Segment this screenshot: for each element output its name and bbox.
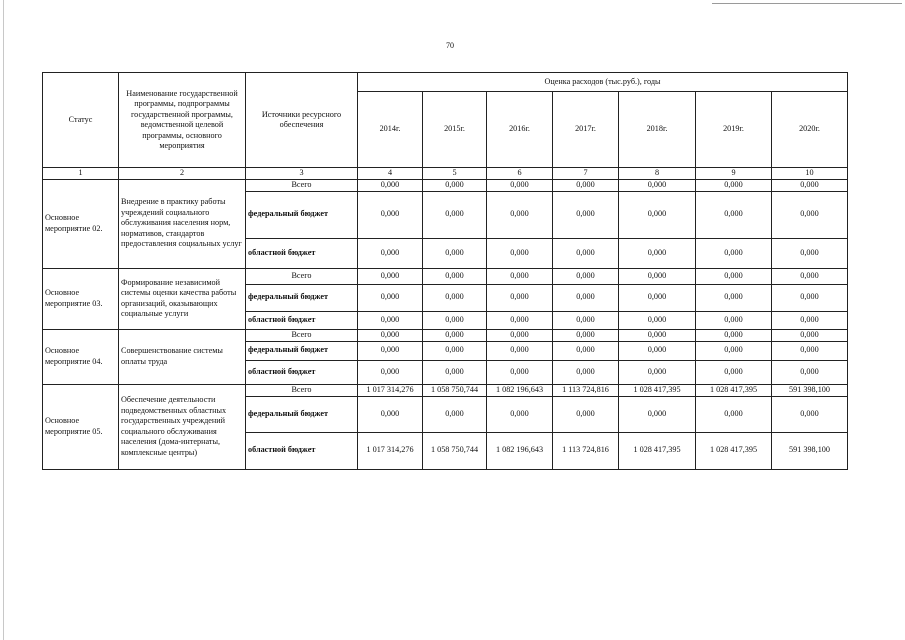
expense-value: 0,000	[358, 268, 423, 284]
column-number: 1	[43, 168, 119, 180]
expense-value: 0,000	[423, 284, 487, 311]
table-row	[43, 179, 848, 191]
funding-source: областной бюджет	[246, 238, 358, 268]
expense-value: 1 082 196,643	[487, 384, 553, 396]
page-number: 70	[446, 41, 454, 50]
expense-value: 0,000	[358, 329, 423, 341]
column-number: 2	[119, 168, 246, 180]
expense-value: 0,000	[553, 311, 619, 329]
expense-value: 0,000	[619, 179, 696, 191]
expense-value: 1 028 417,395	[619, 432, 696, 469]
scan-edge-line	[712, 3, 902, 4]
header-year: 2014г.	[358, 92, 423, 168]
column-number: 8	[619, 168, 696, 180]
expense-value: 0,000	[423, 191, 487, 238]
expense-value: 591 398,100	[772, 432, 848, 469]
expense-value: 0,000	[696, 179, 772, 191]
expense-value: 0,000	[772, 341, 848, 360]
event-name: Совершенствование системы оплаты труда	[119, 329, 246, 384]
expense-value: 0,000	[487, 311, 553, 329]
expense-value: 0,000	[619, 284, 696, 311]
expense-value: 0,000	[358, 396, 423, 432]
expense-value: 0,000	[619, 341, 696, 360]
event-name: Формирование независимой системы оценки качества работы организаций, оказывающих социальные услуги	[119, 268, 246, 329]
column-number-row	[43, 168, 848, 180]
expense-value: 0,000	[619, 396, 696, 432]
funding-source: федеральный бюджет	[246, 191, 358, 238]
expense-value: 0,000	[696, 329, 772, 341]
expense-value: 0,000	[553, 396, 619, 432]
expense-value: 0,000	[358, 284, 423, 311]
funding-source: Всего	[246, 384, 358, 396]
expense-value: 0,000	[772, 284, 848, 311]
expense-value: 1 058 750,744	[423, 384, 487, 396]
event-status: Основное мероприятие 02.	[43, 179, 119, 268]
expense-value: 0,000	[358, 311, 423, 329]
expense-value: 0,000	[487, 179, 553, 191]
expense-value: 0,000	[358, 238, 423, 268]
expense-value: 1 058 750,744	[423, 432, 487, 469]
expense-value: 1 113 724,816	[553, 384, 619, 396]
expense-value: 0,000	[358, 341, 423, 360]
funding-source: областной бюджет	[246, 311, 358, 329]
column-number: 4	[358, 168, 423, 180]
expense-value: 0,000	[553, 360, 619, 384]
expense-value: 0,000	[619, 360, 696, 384]
expense-value: 0,000	[696, 360, 772, 384]
expense-value: 0,000	[487, 396, 553, 432]
expense-value: 0,000	[772, 396, 848, 432]
funding-source: федеральный бюджет	[246, 341, 358, 360]
table-row	[43, 384, 848, 396]
table-row	[43, 268, 848, 284]
funding-source: Всего	[246, 179, 358, 191]
expense-value: 0,000	[487, 284, 553, 311]
expense-value: 1 082 196,643	[487, 432, 553, 469]
expense-value: 0,000	[358, 179, 423, 191]
column-number: 3	[246, 168, 358, 180]
scan-edge-line-left	[3, 0, 4, 640]
expense-value: 0,000	[772, 238, 848, 268]
table-row	[43, 329, 848, 341]
event-status: Основное мероприятие 05.	[43, 384, 119, 469]
expense-value: 0,000	[423, 311, 487, 329]
header-sources: Источники ресурсного обеспечения	[246, 73, 358, 168]
expense-value: 0,000	[553, 191, 619, 238]
budget-table	[42, 72, 848, 470]
expense-value: 591 398,100	[772, 384, 848, 396]
expense-value: 1 113 724,816	[553, 432, 619, 469]
expense-value: 0,000	[772, 360, 848, 384]
column-number: 10	[772, 168, 848, 180]
expense-value: 1 028 417,395	[696, 432, 772, 469]
event-name: Внедрение в практику работы учреждений социального обслуживания населения норм, нормативов, стандартов предоставления социальных услуг	[119, 179, 246, 268]
expense-value: 0,000	[487, 341, 553, 360]
expense-value: 0,000	[772, 191, 848, 238]
expense-value: 0,000	[358, 191, 423, 238]
expense-value: 0,000	[553, 329, 619, 341]
expense-value: 0,000	[772, 329, 848, 341]
expense-value: 0,000	[423, 238, 487, 268]
expense-value: 1 028 417,395	[619, 384, 696, 396]
expense-value: 0,000	[553, 179, 619, 191]
expense-value: 0,000	[696, 396, 772, 432]
expense-value: 0,000	[619, 238, 696, 268]
expense-value: 0,000	[358, 360, 423, 384]
expense-value: 0,000	[487, 360, 553, 384]
expense-value: 0,000	[619, 268, 696, 284]
column-number: 5	[423, 168, 487, 180]
expense-value: 0,000	[553, 284, 619, 311]
expense-value: 0,000	[696, 311, 772, 329]
expense-value: 0,000	[487, 238, 553, 268]
funding-source: областной бюджет	[246, 432, 358, 469]
expense-value: 0,000	[423, 179, 487, 191]
expense-value: 0,000	[619, 191, 696, 238]
expense-value: 0,000	[423, 268, 487, 284]
header-year: 2016г.	[487, 92, 553, 168]
expense-value: 0,000	[696, 191, 772, 238]
expense-value: 0,000	[423, 360, 487, 384]
header-year: 2015г.	[423, 92, 487, 168]
funding-source: федеральный бюджет	[246, 396, 358, 432]
event-status: Основное мероприятие 03.	[43, 268, 119, 329]
expense-value: 0,000	[772, 268, 848, 284]
expense-value: 0,000	[696, 284, 772, 311]
expense-value: 1 017 314,276	[358, 432, 423, 469]
header-name: Наименование государственной программы, подпрограммы государственной программы, ведомственной целевой программы, основного мероприятия	[119, 73, 246, 168]
table-header	[43, 73, 848, 180]
expense-value: 0,000	[487, 329, 553, 341]
expense-value: 0,000	[696, 238, 772, 268]
header-expenses: Оценка расходов (тыс.руб.), годы	[358, 73, 848, 92]
expense-value: 0,000	[487, 191, 553, 238]
header-year: 2017г.	[553, 92, 619, 168]
header-status: Статус	[43, 73, 119, 168]
column-number: 6	[487, 168, 553, 180]
event-name: Обеспечение деятельности подведомственных областных государственных учреждений социального обслуживания населения (дома-интернаты, комплексные центры)	[119, 384, 246, 469]
column-number: 9	[696, 168, 772, 180]
expense-value: 0,000	[423, 396, 487, 432]
expense-value: 0,000	[487, 268, 553, 284]
funding-source: Всего	[246, 268, 358, 284]
expense-value: 0,000	[619, 311, 696, 329]
column-number: 7	[553, 168, 619, 180]
expense-value: 0,000	[423, 341, 487, 360]
header-year: 2019г.	[696, 92, 772, 168]
event-status: Основное мероприятие 04.	[43, 329, 119, 384]
expense-value: 1 017 314,276	[358, 384, 423, 396]
expense-value: 0,000	[619, 329, 696, 341]
funding-source: Всего	[246, 329, 358, 341]
expense-value: 0,000	[423, 329, 487, 341]
expense-value: 1 028 417,395	[696, 384, 772, 396]
table-body	[43, 179, 848, 469]
expense-value: 0,000	[553, 238, 619, 268]
header-year: 2020г.	[772, 92, 848, 168]
expense-value: 0,000	[553, 341, 619, 360]
header-year: 2018г.	[619, 92, 696, 168]
expense-value: 0,000	[772, 179, 848, 191]
expense-value: 0,000	[696, 268, 772, 284]
expense-value: 0,000	[772, 311, 848, 329]
expense-value: 0,000	[696, 341, 772, 360]
expense-value: 0,000	[553, 268, 619, 284]
funding-source: областной бюджет	[246, 360, 358, 384]
funding-source: федеральный бюджет	[246, 284, 358, 311]
